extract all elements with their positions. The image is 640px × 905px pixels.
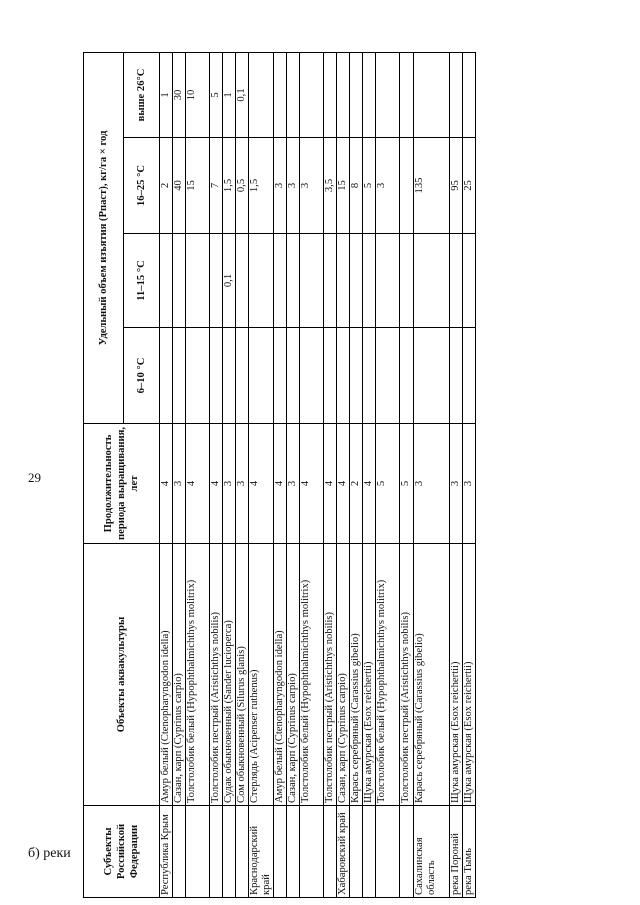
period-cell: 4 bbox=[363, 424, 376, 544]
value-11-15 bbox=[274, 234, 287, 328]
subject-cell bbox=[186, 806, 210, 898]
subject-cell bbox=[400, 806, 414, 898]
period-cell: 3 bbox=[236, 424, 249, 544]
value-16-25: 135 bbox=[414, 138, 450, 234]
rotated-table-container bbox=[83, 53, 613, 898]
value-16-25: 3 bbox=[287, 138, 300, 234]
period-cell: 4 bbox=[337, 424, 350, 544]
header-subject: Субъекты Российской Федерации bbox=[84, 806, 160, 898]
subject-cell bbox=[210, 806, 223, 898]
header-temp-above-26: выше 26°C bbox=[124, 52, 160, 137]
value-6-10 bbox=[186, 328, 210, 424]
value-16-25: 1,5 bbox=[223, 138, 236, 234]
value-16-25: 7 bbox=[210, 138, 223, 234]
value-11-15 bbox=[400, 234, 414, 328]
value-above-26 bbox=[337, 52, 350, 137]
value-16-25: 40 bbox=[173, 138, 186, 234]
period-cell: 3 bbox=[463, 424, 476, 544]
table-row bbox=[274, 52, 287, 897]
aquaculture-table bbox=[83, 52, 476, 898]
value-11-15 bbox=[186, 234, 210, 328]
object-cell: Стерлядь (Acipenser ruthenus) bbox=[249, 544, 274, 806]
subject-cell: река Поронай bbox=[450, 806, 463, 898]
value-above-26 bbox=[363, 52, 376, 137]
table-row bbox=[210, 52, 223, 897]
value-above-26: 1 bbox=[223, 52, 236, 137]
subject-cell bbox=[236, 806, 249, 898]
object-cell: Толстолобик пестрый (Aristichthys nobilis) bbox=[400, 544, 414, 806]
header-period: Продолжительность периода выращивания, лет bbox=[84, 424, 160, 544]
value-11-15 bbox=[160, 234, 173, 328]
header-group: Удельный объем изъятия (Pпаст), кг/га × год bbox=[84, 52, 124, 423]
subject-cell bbox=[350, 806, 363, 898]
header-temp-16-25: 16–25 °C bbox=[124, 138, 160, 234]
table-row bbox=[350, 52, 363, 897]
page-number: 29 bbox=[28, 470, 41, 485]
value-6-10 bbox=[450, 328, 463, 424]
value-above-26: 1 bbox=[160, 52, 173, 137]
value-above-26: 5 bbox=[210, 52, 223, 137]
value-6-10 bbox=[376, 328, 400, 424]
table-row bbox=[450, 52, 463, 897]
table-row bbox=[324, 52, 337, 897]
header-temp-11-15: 11–15 °C bbox=[124, 234, 160, 328]
period-cell: 4 bbox=[249, 424, 274, 544]
value-6-10 bbox=[160, 328, 173, 424]
period-cell: 4 bbox=[186, 424, 210, 544]
value-11-15 bbox=[236, 234, 249, 328]
subject-cell bbox=[287, 806, 300, 898]
value-6-10 bbox=[414, 328, 450, 424]
object-cell: Щука амурская (Esox reichertii) bbox=[363, 544, 376, 806]
table-row bbox=[337, 52, 350, 897]
value-6-10 bbox=[274, 328, 287, 424]
value-16-25: 95 bbox=[450, 138, 463, 234]
value-above-26 bbox=[274, 52, 287, 137]
period-cell: 3 bbox=[414, 424, 450, 544]
value-11-15 bbox=[287, 234, 300, 328]
object-cell: Сом обыкновенный (Silurus glanis) bbox=[236, 544, 249, 806]
table-row bbox=[414, 52, 450, 897]
value-6-10 bbox=[223, 328, 236, 424]
subject-cell bbox=[274, 806, 287, 898]
value-6-10 bbox=[363, 328, 376, 424]
value-16-25: 25 bbox=[463, 138, 476, 234]
table-row bbox=[463, 52, 476, 897]
table-row bbox=[400, 52, 414, 897]
object-cell: Щука амурская (Esox reichertii) bbox=[450, 544, 463, 806]
value-16-25: 5 bbox=[363, 138, 376, 234]
value-11-15 bbox=[463, 234, 476, 328]
value-16-25: 3 bbox=[300, 138, 324, 234]
table-row bbox=[186, 52, 210, 897]
value-above-26: 10 bbox=[186, 52, 210, 137]
object-cell: Сазан, карп (Cyprinus carpio) bbox=[173, 544, 186, 806]
period-cell: 5 bbox=[400, 424, 414, 544]
value-6-10 bbox=[210, 328, 223, 424]
table-row bbox=[236, 52, 249, 897]
value-above-26 bbox=[324, 52, 337, 137]
object-cell: Щука амурская (Esox reichertii) bbox=[463, 544, 476, 806]
value-6-10 bbox=[350, 328, 363, 424]
object-cell: Судак обыкновенный (Sander lucioperca) bbox=[223, 544, 236, 806]
period-cell: 4 bbox=[274, 424, 287, 544]
subject-cell: Сахалинская область bbox=[414, 806, 450, 898]
object-cell: Толстолобик пестрый (Aristichthys nobilis) bbox=[210, 544, 223, 806]
object-cell: Сазан, карп (Cyprinus carpio) bbox=[337, 544, 350, 806]
value-16-25: 2 bbox=[160, 138, 173, 234]
value-16-25: 3 bbox=[274, 138, 287, 234]
value-above-26 bbox=[400, 52, 414, 137]
table-row bbox=[363, 52, 376, 897]
object-cell: Амур белый (Ctenopharyngodon idella) bbox=[160, 544, 173, 806]
value-above-26 bbox=[463, 52, 476, 137]
table-row bbox=[376, 52, 400, 897]
value-16-25: 1,5 bbox=[249, 138, 274, 234]
value-11-15 bbox=[450, 234, 463, 328]
value-6-10 bbox=[300, 328, 324, 424]
value-above-26 bbox=[350, 52, 363, 137]
table-row bbox=[173, 52, 186, 897]
value-11-15 bbox=[249, 234, 274, 328]
value-16-25: 15 bbox=[337, 138, 350, 234]
value-11-15 bbox=[414, 234, 450, 328]
value-above-26 bbox=[376, 52, 400, 137]
subject-cell: Краснодарский край bbox=[249, 806, 274, 898]
subject-cell bbox=[223, 806, 236, 898]
period-cell: 3 bbox=[287, 424, 300, 544]
period-cell: 3 bbox=[450, 424, 463, 544]
object-cell: Карась серебряный (Carassius gibelio) bbox=[350, 544, 363, 806]
value-11-15 bbox=[363, 234, 376, 328]
section-label: б) реки bbox=[28, 846, 71, 861]
value-above-26 bbox=[249, 52, 274, 137]
period-cell: 4 bbox=[300, 424, 324, 544]
subject-cell bbox=[324, 806, 337, 898]
value-6-10 bbox=[400, 328, 414, 424]
subject-cell: Республика Крым bbox=[160, 806, 173, 898]
value-11-15 bbox=[324, 234, 337, 328]
object-cell: Толстолобик белый (Hypophthalmichthys molitrix) bbox=[300, 544, 324, 806]
table-row bbox=[287, 52, 300, 897]
value-6-10 bbox=[236, 328, 249, 424]
header-object: Объекты аквакультуры bbox=[84, 544, 160, 806]
value-11-15 bbox=[300, 234, 324, 328]
value-16-25 bbox=[400, 138, 414, 234]
value-6-10 bbox=[249, 328, 274, 424]
value-6-10 bbox=[463, 328, 476, 424]
table-row bbox=[223, 52, 236, 897]
subject-cell bbox=[173, 806, 186, 898]
period-cell: 2 bbox=[350, 424, 363, 544]
subject-cell: Хабаровский край bbox=[337, 806, 350, 898]
object-cell: Толстолобик пестрый (Aristichthys nobilis) bbox=[324, 544, 337, 806]
subject-cell: река Тымь bbox=[463, 806, 476, 898]
subject-cell bbox=[376, 806, 400, 898]
object-cell: Толстолобик белый (Hypophthalmichthys molitrix) bbox=[376, 544, 400, 806]
object-cell: Толстолобик белый (Hypophthalmichthys molitrix) bbox=[186, 544, 210, 806]
value-6-10 bbox=[287, 328, 300, 424]
value-above-26: 30 bbox=[173, 52, 186, 137]
value-11-15: 0,1 bbox=[223, 234, 236, 328]
value-16-25: 8 bbox=[350, 138, 363, 234]
object-cell: Карась серебряный (Carassius gibelio) bbox=[414, 544, 450, 806]
value-11-15 bbox=[376, 234, 400, 328]
subject-cell bbox=[300, 806, 324, 898]
object-cell: Амур белый (Ctenopharyngodon idella) bbox=[274, 544, 287, 806]
value-11-15 bbox=[173, 234, 186, 328]
table-row bbox=[300, 52, 324, 897]
value-6-10 bbox=[337, 328, 350, 424]
value-above-26 bbox=[414, 52, 450, 137]
table-row bbox=[249, 52, 274, 897]
value-above-26 bbox=[450, 52, 463, 137]
object-cell: Сазан, карп (Cyprinus carpio) bbox=[287, 544, 300, 806]
period-cell: 4 bbox=[160, 424, 173, 544]
value-6-10 bbox=[173, 328, 186, 424]
value-16-25: 0,5 bbox=[236, 138, 249, 234]
header-temp-6-10: 6–10 °C bbox=[124, 328, 160, 424]
period-cell: 3 bbox=[223, 424, 236, 544]
value-16-25: 3,5 bbox=[324, 138, 337, 234]
period-cell: 4 bbox=[210, 424, 223, 544]
value-above-26: 0,1 bbox=[236, 52, 249, 137]
period-cell: 5 bbox=[376, 424, 400, 544]
value-16-25: 3 bbox=[376, 138, 400, 234]
value-above-26 bbox=[287, 52, 300, 137]
value-11-15 bbox=[337, 234, 350, 328]
value-above-26 bbox=[300, 52, 324, 137]
value-11-15 bbox=[210, 234, 223, 328]
value-6-10 bbox=[324, 328, 337, 424]
value-16-25: 15 bbox=[186, 138, 210, 234]
table-row bbox=[160, 52, 173, 897]
value-11-15 bbox=[350, 234, 363, 328]
subject-cell bbox=[363, 806, 376, 898]
period-cell: 3 bbox=[173, 424, 186, 544]
period-cell: 4 bbox=[324, 424, 337, 544]
